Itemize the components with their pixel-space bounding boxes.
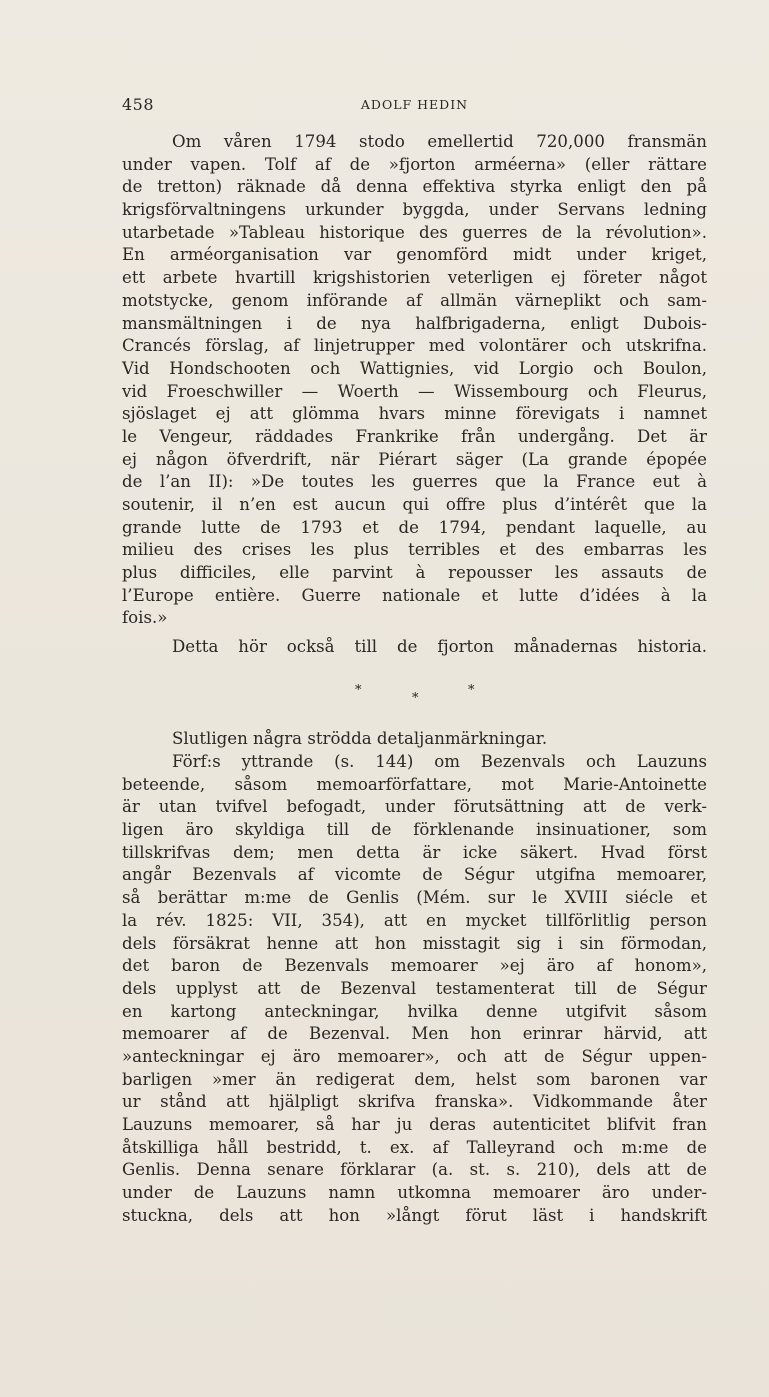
text-line: utarbetade »Tableau historique des guerres de la révolution». bbox=[122, 222, 707, 242]
text-line: la rév. 1825: VII, 354), att en mycket tillförlitlig person bbox=[122, 910, 707, 930]
text-line: Om våren 1794 stodo emellertid 720,000 fransmän bbox=[172, 132, 707, 151]
text-line: ett arbete hvartill krigshistorien veterligen ej företer något bbox=[122, 268, 707, 288]
text-line: grande lutte de 1793 et de 1794, pendant laquelle, au bbox=[122, 517, 707, 537]
text-line: under vapen. Tolf af de »fjorton arméerna» (eller rättare bbox=[122, 154, 707, 174]
section-asterism bbox=[300, 683, 500, 713]
text-line: krigsförvaltningens urkunder byggda, under Servans ledning bbox=[122, 200, 707, 220]
text-line: dels försäkrat henne att hon misstagit sig i sin förmodan, bbox=[122, 933, 707, 953]
text-line: barligen »mer än redigerat dem, helst som baronen var bbox=[122, 1069, 707, 1089]
text-line: dels upplyst att de Bezenval testamenterat till de Ségur bbox=[122, 978, 707, 998]
text-line: memoarer af de Bezenval. Men hon erinrar härvid, att bbox=[122, 1024, 707, 1044]
text-line: vid Froeschwiller — Woerth — Wissembourg och Fleurus, bbox=[122, 381, 707, 401]
text-line: motstycke, genom införande af allmän värneplikt och sam- bbox=[122, 290, 707, 310]
paragraph-2 bbox=[122, 636, 707, 659]
text-line: de l’an II): »De toutes les guerres que la France eut à bbox=[122, 472, 707, 492]
paragraph-4 bbox=[122, 751, 707, 1227]
asterisk: * bbox=[412, 691, 419, 706]
text-line: stuckna, dels att hon »långt förut läst i handskrift bbox=[122, 1205, 707, 1225]
text-line: ligen äro skyldiga till de förklenande insinuationer, som bbox=[122, 820, 707, 840]
text-line: Förf:s yttrande (s. 144) om Bezenvals och Lauzuns bbox=[172, 752, 707, 771]
text-line: sjöslaget ej att glömma hvars minne förevigats i namnet bbox=[122, 404, 707, 424]
text-line: Lauzuns memoarer, så har ju deras autenticitet blifvit fran bbox=[122, 1115, 707, 1134]
text-line: en kartong anteckningar, hvilka denne utgifvit såsom bbox=[122, 1001, 707, 1021]
text-line: »anteckningar ej äro memoarer», och att de Ségur uppen- bbox=[122, 1046, 707, 1066]
text-line: så berättar m:me de Genlis (Mém. sur le XVIII siécle et bbox=[122, 888, 707, 908]
text-line: Detta hör också till de fjorton månadernas historia. bbox=[172, 637, 707, 656]
text-line: milieu des crises les plus terribles et des embarras les bbox=[122, 540, 707, 560]
page-header bbox=[122, 95, 707, 119]
text-line: mansmältningen i de nya halfbrigaderna, enligt Dubois- bbox=[122, 313, 707, 333]
asterisk: * bbox=[355, 683, 362, 698]
text-line: plus difficiles, elle parvint à repousser les assauts de bbox=[122, 563, 707, 583]
text-line: under de Lauzuns namn utkomna memoarer äro under- bbox=[122, 1183, 707, 1203]
text-line: ej någon öfverdrift, när Piérart säger (La grande épopée bbox=[122, 449, 707, 469]
text-line: åtskilliga håll bestridd, t. ex. af Talleyrand och m:me de bbox=[122, 1137, 707, 1157]
text-line: le Vengeur, räddades Frankrike från undergång. Det är bbox=[122, 426, 707, 446]
text-line: angår Bezenvals af vicomte de Ségur utgifna memoarer, bbox=[122, 865, 707, 885]
paragraph-1 bbox=[122, 131, 707, 630]
text-line: Slutligen några strödda detaljanmärkningar. bbox=[172, 729, 548, 748]
text-line: tillskrifvas dem; men detta är icke säkert. Hvad först bbox=[122, 842, 707, 862]
text-line: l’Europe entière. Guerre nationale et lutte d’idées à la bbox=[122, 585, 707, 605]
running-head: ADOLF HEDIN bbox=[360, 97, 469, 112]
asterisk: * bbox=[468, 683, 475, 698]
text-line: Genlis. Denna senare förklarar (a. st. s. 210), dels att de bbox=[122, 1160, 707, 1180]
text-line: de tretton) räknade då denna effektiva styrka enligt den på bbox=[122, 177, 707, 197]
text-line: Vid Hondschooten och Wattignies, vid Lorgio och Boulon, bbox=[122, 358, 707, 378]
text-line: Crancés förslag, af linjetrupper med volontärer och utskrifna. bbox=[122, 336, 707, 356]
page-number: 458 bbox=[122, 95, 155, 114]
text-line: soutenir, il n’en est aucun qui offre plus d’intérêt que la bbox=[122, 495, 707, 514]
text-line: En arméorganisation var genomförd midt under kriget, bbox=[122, 245, 707, 265]
text-line: beteende, såsom memoarförfattare, mot Marie-Antoinette bbox=[122, 774, 707, 794]
text-line: är utan tvifvel befogadt, under förutsättning att de verk- bbox=[122, 797, 707, 817]
text-line: ur stånd att hjälpligt skrifva franska». Vidkommande åter bbox=[122, 1092, 707, 1112]
paragraph-3 bbox=[122, 728, 707, 751]
text-line: det baron de Bezenvals memoarer »ej äro af honom», bbox=[122, 956, 707, 976]
text-line: fois.» bbox=[122, 608, 168, 628]
